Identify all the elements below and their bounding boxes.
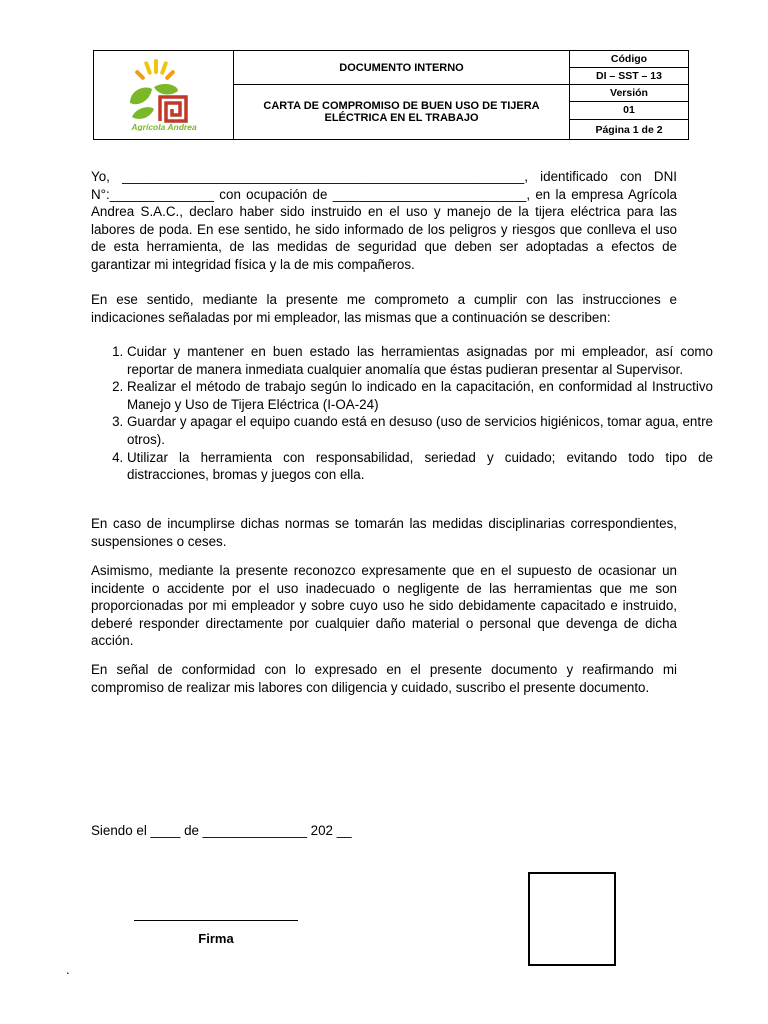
agricola-andrea-logo bbox=[124, 59, 204, 131]
version-cell bbox=[570, 85, 689, 120]
stray-dot: . bbox=[66, 962, 70, 977]
logo-text: Agrícola Andrea bbox=[130, 122, 197, 131]
obligations-list bbox=[91, 343, 713, 484]
doc-type-cell: DOCUMENTO INTERNO bbox=[234, 51, 570, 85]
paragraph-liability-text: Asimismo, mediante la presente reconozco expresamente que en el supuesto de ocasionar un incidente o accidente por el uso inadecuado o negligente de las herramientas que me son proporcionadas por mi empleador y sobre cuyo uso he sido debidamente capacitado e instruido, deberé responder directamente por cualquier daño material o personal que devenga de dicha acción. bbox=[91, 563, 677, 649]
paragraph-liability bbox=[91, 562, 677, 650]
paragraph-sanctions bbox=[91, 515, 677, 550]
fingerprint-box bbox=[528, 872, 616, 966]
document-header-table bbox=[93, 50, 689, 140]
code-value: DI – SST – 13 bbox=[570, 68, 689, 85]
version-value: 01 bbox=[623, 104, 635, 116]
code-label: Código bbox=[570, 51, 689, 68]
doc-title-cell bbox=[234, 85, 570, 140]
paragraph-commitment-intro bbox=[91, 291, 677, 326]
doc-title-line2: ELÉCTRICA EN EL TRABAJO bbox=[324, 112, 479, 124]
list-item: 3. Guardar y apagar el equipo cuando está en desuso (uso de servicios higiénicos, tomar agua, entre otros). bbox=[127, 413, 713, 448]
signature-line bbox=[134, 920, 298, 921]
date-line: Siendo el ____ de ______________ 202 __ bbox=[91, 823, 352, 838]
paragraph-conformity bbox=[91, 661, 677, 696]
list-item: 2. Realizar el método de trabajo según lo indicado en la capacitación, en conformidad al Instructivo Manejo y Uso de Tijera Eléctrica (I-OA-24) bbox=[127, 378, 713, 413]
paragraph-declaration-text: Yo, ______________________________________________________, identificado con DNI N°:______________ con ocupación de __________________________, en la empresa Agrícola Andrea S.A.C., declaro haber sido instruido en el uso y manejo de la tijera eléctrica para las labores de poda. En ese sentido, he sido informado de los peligros y riesgos que conlleva el uso de esta herramienta, de las medidas de seguridad que deben ser adoptadas a efectos de garantizar mi integridad física y la de mis compañeros. bbox=[91, 169, 677, 272]
logo-cell bbox=[94, 51, 234, 140]
signature-label: Firma bbox=[198, 931, 234, 946]
paragraph-sanctions-text: En caso de incumplirse dichas normas se tomarán las medidas disciplinarias correspondientes, suspensiones o ceses. bbox=[91, 516, 677, 549]
doc-title-line1: CARTA DE COMPROMISO DE BUEN USO DE TIJERA bbox=[263, 100, 540, 112]
version-label: Versión bbox=[570, 85, 688, 102]
paragraph-conformity-text: En señal de conformidad con lo expresado en el presente documento y reafirmando mi compromiso de realizar mis labores con diligencia y cuidado, suscribo el presente documento. bbox=[91, 662, 677, 695]
paragraph-commitment-intro-text: En ese sentido, mediante la presente me comprometo a cumplir con las instrucciones e indicaciones señaladas por mi empleador, las mismas que a continuación se describen: bbox=[91, 292, 677, 325]
list-item: 1. Cuidar y mantener en buen estado las herramientas asignadas por mi empleador, así como reportar de manera inmediata cualquier anomalía que éstas pudieran presentar al Supervisor. bbox=[127, 343, 713, 378]
list-item: 4. Utilizar la herramienta con responsabilidad, seriedad y cuidado; evitando todo tipo de distracciones, bromas y juegos con ella. bbox=[127, 449, 713, 484]
paragraph-declaration bbox=[91, 168, 677, 274]
page-number: Página 1 de 2 bbox=[570, 120, 689, 140]
